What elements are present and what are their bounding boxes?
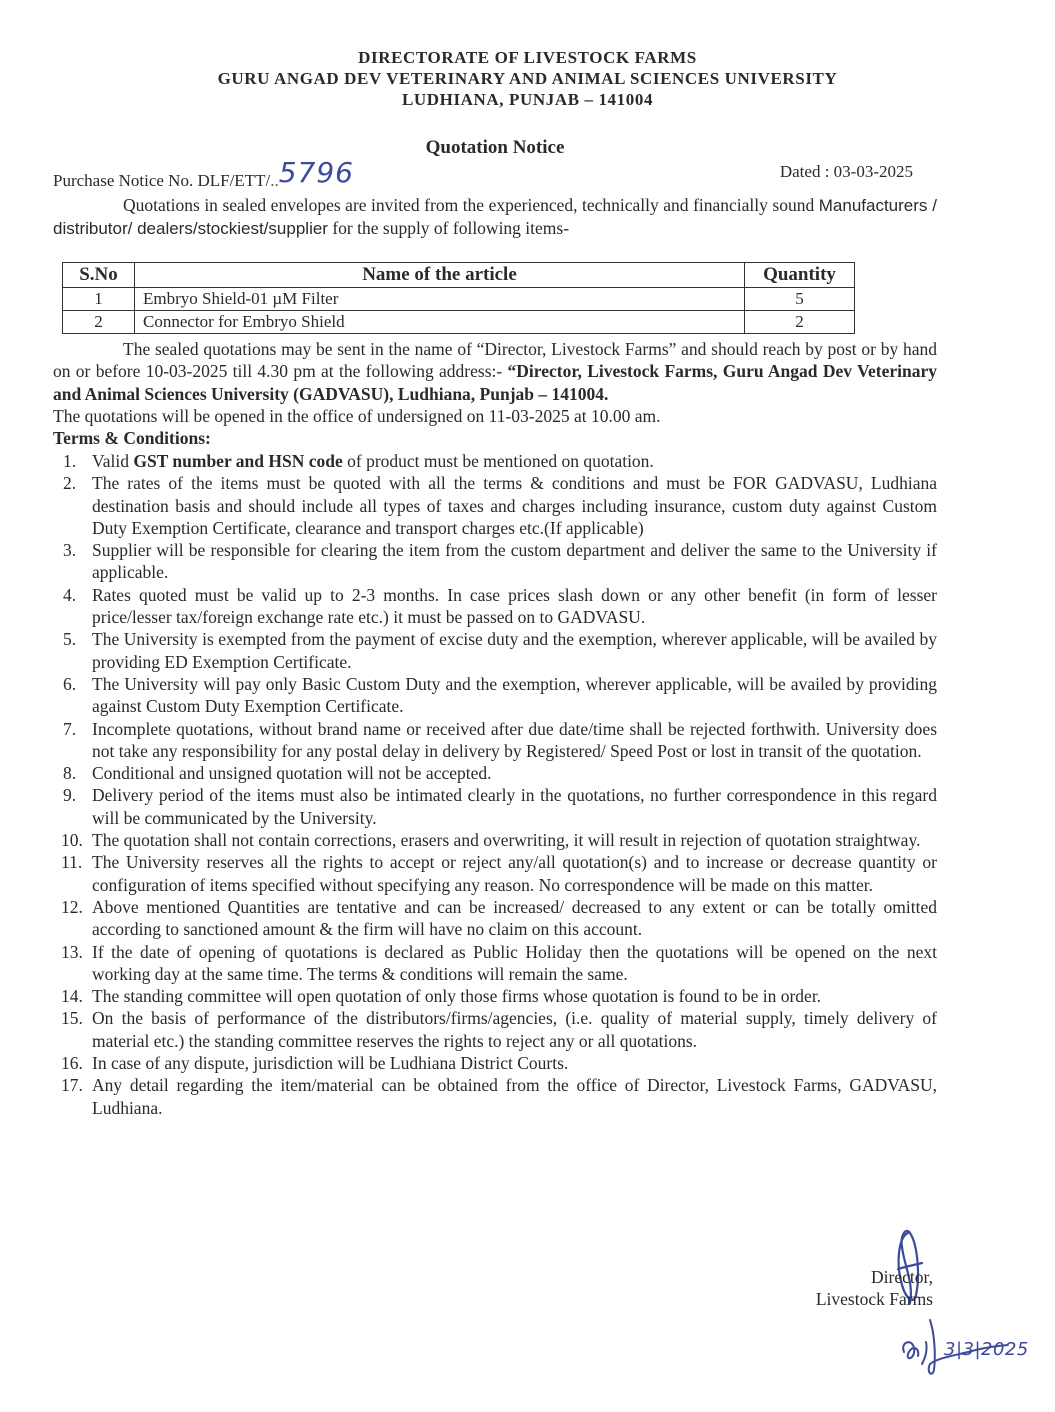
list-item bbox=[53, 628, 937, 673]
cell-quantity: 2 bbox=[745, 311, 855, 334]
list-item bbox=[53, 985, 937, 1007]
cell-sno: 1 bbox=[63, 288, 135, 311]
term-number: 1. bbox=[63, 451, 77, 471]
term-number: 3. bbox=[63, 540, 77, 561]
opening-paragraph: The quotations will be opened in the office of undersigned on 11-03-2025 at 10.00 am. bbox=[53, 406, 661, 426]
term-number: 7. bbox=[63, 718, 77, 739]
cell-quantity: 5 bbox=[745, 288, 855, 311]
intro-tail: for the supply of following items- bbox=[327, 218, 570, 238]
list-item bbox=[53, 829, 937, 851]
term-number: 17. bbox=[61, 1075, 83, 1096]
letterhead bbox=[0, 47, 1055, 110]
submission-address: “Director, Livestock Farms, Guru Angad Dev Veterinary and Animal Sciences University (GADVASU), Ludhiana, Punjab – 141004. bbox=[53, 361, 938, 404]
term-number: 8. bbox=[63, 763, 77, 784]
items-table bbox=[62, 262, 855, 334]
term-number: 4. bbox=[63, 584, 77, 605]
cell-article-name: Embryo Shield-01 µM Filter bbox=[135, 288, 745, 311]
term-text: Conditional and unsigned quotation will not be accepted. bbox=[92, 763, 492, 784]
term-number: 14. bbox=[61, 986, 83, 1007]
signatory-organisation: Livestock Farms bbox=[815, 1289, 933, 1309]
term-number: 2. bbox=[63, 473, 77, 494]
column-header-name: Name of the article bbox=[135, 263, 745, 288]
list-item bbox=[53, 450, 937, 472]
list-item bbox=[53, 1052, 937, 1074]
term-number: 16. bbox=[61, 1053, 83, 1074]
intro-paragraph bbox=[53, 194, 937, 240]
purchase-notice-number bbox=[53, 156, 354, 193]
term-text: If the date of opening of quotations is declared as Public Holiday then the quotations will be opened on the next working day at the same time. The terms & conditions will remain the same. bbox=[92, 941, 937, 984]
terms-list bbox=[53, 450, 937, 1119]
column-header-sno: S.No bbox=[63, 263, 135, 288]
list-item bbox=[53, 718, 937, 763]
notice-title: Quotation Notice bbox=[425, 137, 565, 158]
signature-block bbox=[816, 1266, 933, 1310]
purchase-notice-label: Purchase Notice No. DLF/ETT/ bbox=[53, 171, 271, 190]
signatory-title: Director, bbox=[871, 1267, 933, 1287]
term-text: Incomplete quotations, without brand name or received after due date/time shall be rejected forthwith. University does not take any responsibility for any postal delay in delivery by Registered/ Speed Post or lost in transit of the quotation. bbox=[92, 718, 937, 761]
list-item bbox=[53, 1074, 937, 1119]
term-text: Valid bbox=[92, 451, 134, 471]
intro-suppliers-text: Manufacturers / distributor/ dealers/stockiest/supplier bbox=[53, 196, 937, 238]
term-text: The University is exempted from the payment of excise duty and the exemption, wherever applicable, will be availed by providing ED Exemption Certificate. bbox=[92, 629, 937, 672]
list-item bbox=[53, 539, 937, 584]
table-row bbox=[63, 311, 855, 334]
list-item bbox=[53, 851, 937, 896]
term-text: In case of any dispute, jurisdiction will be Ludhiana District Courts. bbox=[92, 1053, 569, 1074]
term-text: of product must be mentioned on quotation. bbox=[342, 451, 654, 471]
cell-article-name: Connector for Embryo Shield bbox=[135, 311, 745, 334]
term-text-bold: GST number and HSN code bbox=[133, 451, 343, 471]
list-item bbox=[53, 584, 937, 629]
term-number: 13. bbox=[61, 941, 83, 962]
list-item bbox=[53, 896, 937, 941]
submission-paragraph bbox=[53, 338, 937, 405]
term-text: Delivery period of the items must also be intimated clearly in the quotations, no further correspondence in this regard will be communicated by the University. bbox=[92, 785, 937, 828]
letterhead-line-2: GURU ANGAD DEV VETERINARY AND ANIMAL SCIENCES UNIVERSITY bbox=[217, 69, 838, 88]
list-item bbox=[53, 1007, 937, 1052]
intro-text: Quotations in sealed envelopes are invited from the experienced, technically and financially sound bbox=[123, 195, 819, 215]
term-number: 11. bbox=[61, 852, 83, 873]
term-number: 10. bbox=[61, 830, 83, 851]
notice-date: Dated : 03-03-2025 bbox=[779, 162, 913, 181]
term-text: The quotation shall not contain corrections, erasers and overwriting, it will result in rejection of quotation straightway. bbox=[92, 830, 921, 851]
list-item bbox=[53, 673, 937, 718]
submission-text: The sealed quotations may be sent in the name of “Director, Livestock Farms” and should reach by post or by hand on or before 10-03-2025 till 4.30 pm at the following address:- bbox=[53, 339, 937, 382]
purchase-notice-dots: .. bbox=[270, 171, 279, 190]
term-number: 12. bbox=[61, 896, 83, 917]
term-text: Any detail regarding the item/material can be obtained from the office of Director, Livestock Farms, GADVASU, Ludhiana. bbox=[92, 1075, 937, 1118]
term-number: 6. bbox=[63, 673, 77, 694]
list-item bbox=[53, 941, 937, 986]
term-text: Rates quoted must be valid up to 2-3 months. In case prices slash down or any other benefit (in form of lesser price/lesser tax/foreign exchange rate etc.) it must be passed on to GADVASU. bbox=[92, 584, 937, 628]
term-text: The rates of the items must be quoted with all the terms & conditions and must be FOR GADVASU, Ludhiana destination basis and should include all types of taxes and charges including insurance, custom duty against Custom Duty Exemption Certificate, clearance and transport charges etc.(If applicable) bbox=[92, 473, 937, 538]
handwritten-date: 3|3|2025 bbox=[944, 1339, 1029, 1360]
term-text: On the basis of performance of the distributors/firms/agencies, (i.e. quality of material supply, timely delivery of material etc.) the standing committee reserves the rights to reject any or all quotations. bbox=[92, 1008, 937, 1051]
table-header-row bbox=[63, 263, 855, 288]
term-number: 5. bbox=[63, 629, 77, 650]
letterhead-line-1: DIRECTORATE OF LIVESTOCK FARMS bbox=[358, 48, 697, 67]
term-text: The standing committee will open quotation of only those firms whose quotation is found to be in order. bbox=[92, 986, 822, 1007]
term-text: Supplier will be responsible for clearing the item from the custom department and deliver the same to the University if applicable. bbox=[92, 540, 937, 583]
term-number: 9. bbox=[63, 785, 77, 806]
list-item bbox=[53, 472, 937, 539]
list-item bbox=[53, 784, 937, 829]
column-header-quantity: Quantity bbox=[745, 263, 855, 288]
cell-sno: 2 bbox=[63, 311, 135, 334]
term-number: 15. bbox=[61, 1008, 83, 1029]
term-text: The University reserves all the rights to accept or reject any/all quotation(s) and to increase or decrease quantity or configuration of items specified without specifying any reason. No correspondence will be made on this matter. bbox=[92, 852, 937, 895]
table-row bbox=[63, 288, 855, 311]
handwritten-notice-number: 5796 bbox=[278, 156, 354, 189]
term-text: The University will pay only Basic Custom Duty and the exemption, wherever applicable, will be availed by providing against Custom Duty Exemption Certificate. bbox=[92, 673, 937, 717]
term-text: Above mentioned Quantities are tentative and can be increased/ decreased to any extent or can be totally omitted according to sanctioned amount & the firm will have no claim on this account. bbox=[92, 896, 937, 940]
list-item bbox=[53, 762, 937, 784]
terms-title: Terms & Conditions: bbox=[53, 428, 211, 448]
letterhead-line-3: LUDHIANA, PUNJAB – 141004 bbox=[401, 90, 654, 109]
